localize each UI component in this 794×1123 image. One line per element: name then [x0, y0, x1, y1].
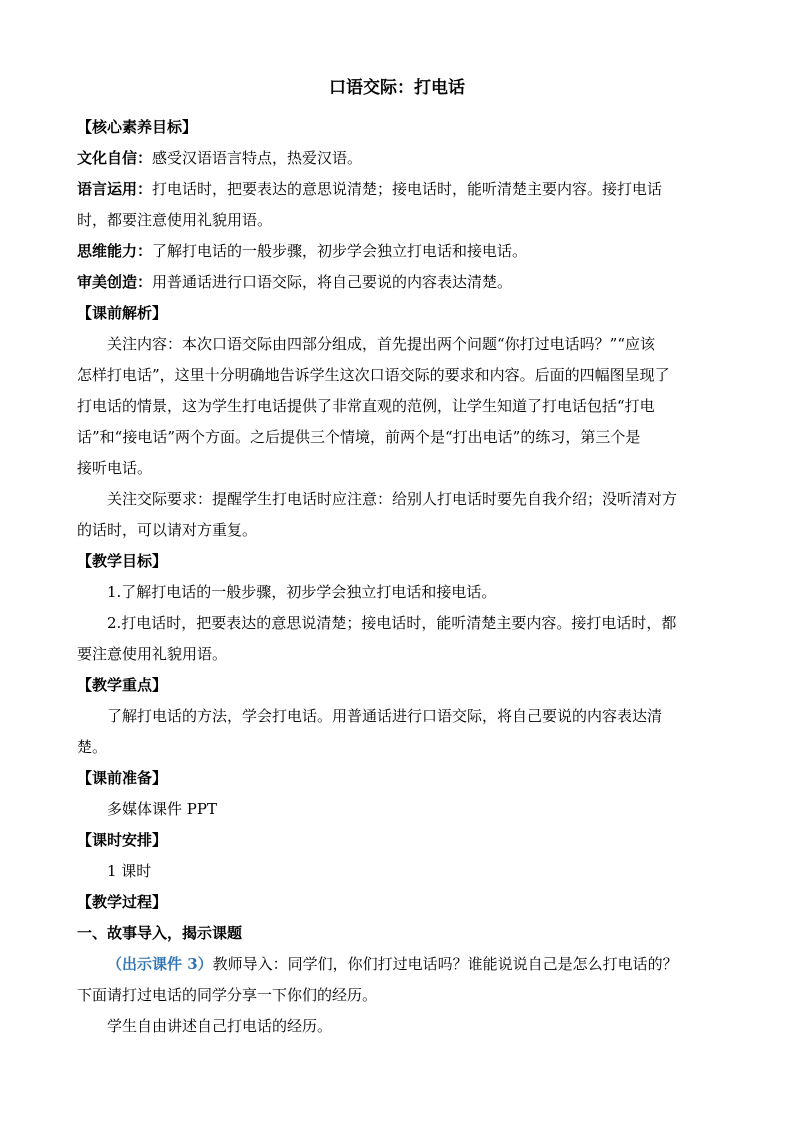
analysis-line: 打电话的情景，这为学生打电话提供了非常直观的范例，让学生知道了打电话包括“打电	[77, 397, 655, 415]
heading-teaching-goals: 【教学目标】	[77, 552, 168, 570]
heading-schedule: 【课时安排】	[77, 831, 168, 849]
process-paragraph-cont: 下面请打过电话的同学分享一下你们的经历。	[77, 986, 378, 1004]
process-step-title: 一、故事导入，揭示课题	[77, 924, 243, 942]
analysis-line: 话”和“接电话”两个方面。之后提供三个情境，前两个是“打出电话”的练习，第三个是	[77, 428, 641, 446]
courseware-tag: （出示课件 3）	[107, 955, 213, 973]
goal-text: 用普通话进行口语交际，将自己要说的内容表达清楚。	[152, 273, 513, 291]
goal-label: 思维能力：	[77, 242, 153, 260]
process-paragraph: 学生自由讲述自己打电话的经历。	[107, 1017, 333, 1035]
goal-label: 文化自信：	[77, 149, 153, 167]
goal-label: 语言运用：	[77, 180, 153, 198]
goal-thinking	[77, 240, 727, 262]
page-title: 口语交际：打电话	[329, 78, 465, 98]
heading-preparation: 【课前准备】	[77, 769, 168, 787]
preparation-text: 多媒体课件 PPT	[107, 800, 217, 818]
process-paragraph	[107, 953, 727, 975]
goal-text: 感受汉语语言特点，热爱汉语。	[152, 149, 363, 167]
heading-pre-analysis: 【课前解析】	[77, 304, 168, 322]
key-point-line: 楚。	[77, 738, 108, 756]
teaching-goal-item-cont: 要注意使用礼貌用语。	[77, 645, 228, 663]
heading-key-points: 【教学重点】	[77, 676, 168, 694]
analysis-line: 接听电话。	[77, 459, 153, 477]
goal-label: 审美创造：	[77, 273, 153, 291]
goal-aesthetic	[77, 271, 727, 293]
key-point-line: 了解打电话的方法，学会打电话。用普通话进行口语交际，将自己要说的内容表达清	[107, 707, 663, 725]
heading-process: 【教学过程】	[77, 893, 168, 911]
teaching-goal-item: 1.了解打电话的一般步骤，初步学会独立打电话和接电话。	[107, 583, 497, 601]
goal-language-cont: 时，都要注意使用礼貌用语。	[77, 211, 273, 229]
analysis-line: 怎样打电话”，这里十分明确地告诉学生这次口语交际的要求和内容。后面的四幅图呈现了	[77, 366, 670, 384]
heading-core-goals: 【核心素养目标】	[77, 118, 198, 136]
goal-text: 了解打电话的一般步骤，初步学会独立打电话和接电话。	[152, 242, 528, 260]
goal-text: 打电话时，把要表达的意思说清楚；接电话时，能听清楚主要内容。接打电话	[152, 180, 663, 198]
analysis-line: 关注内容：本次口语交际由四部分组成，首先提出两个问题“你打过电话吗？”“应该	[107, 335, 656, 353]
teaching-goal-item: 2.打电话时，把要表达的意思说清楚；接电话时，能听清楚主要内容。接打电话时，都	[107, 614, 677, 632]
analysis-line: 关注交际要求：提醒学生打电话时应注意：给别人打电话时要先自我介绍；没听清对方	[107, 490, 678, 508]
goal-culture	[77, 147, 727, 169]
analysis-line: 的话时，可以请对方重复。	[77, 521, 258, 539]
schedule-text: 1 课时	[107, 862, 152, 880]
goal-language	[77, 178, 727, 200]
process-text: 教师导入：同学们，你们打过电话吗？谁能说说自己是怎么打电话的？	[212, 955, 678, 973]
